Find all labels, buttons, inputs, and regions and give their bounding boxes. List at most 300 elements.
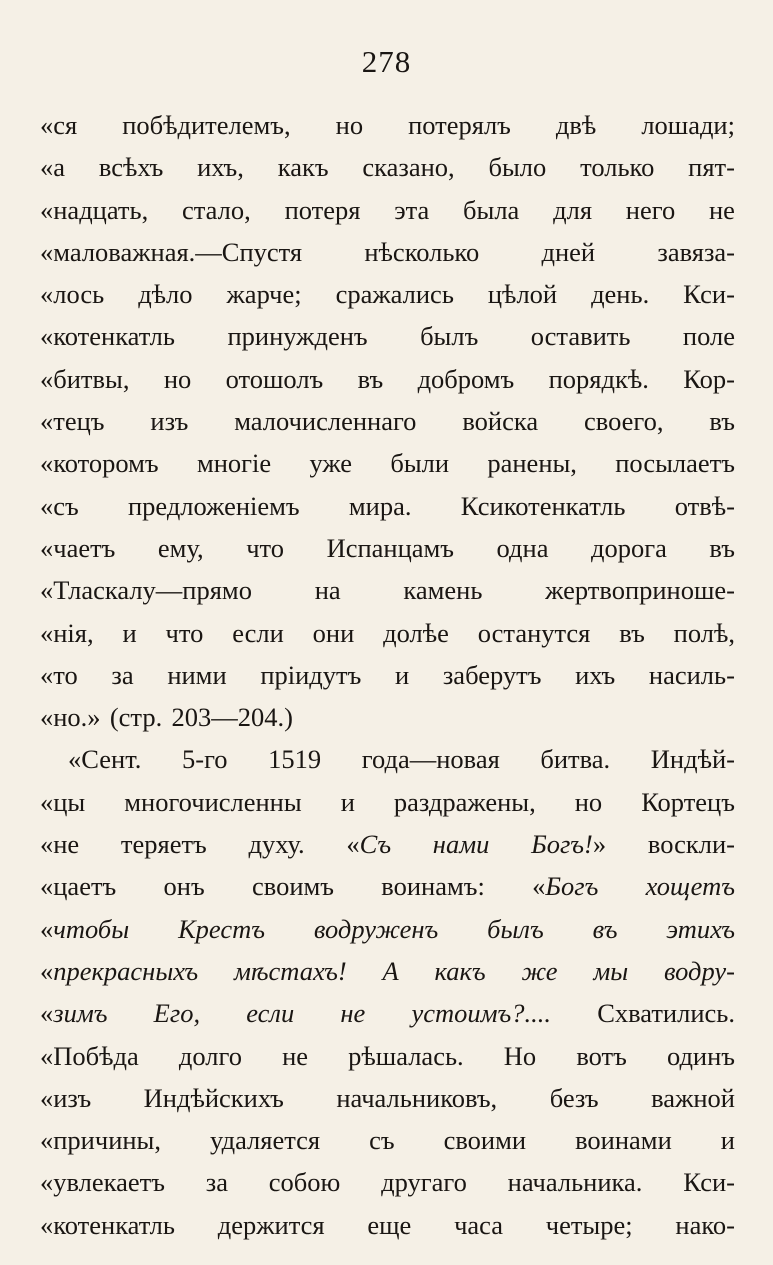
word-fragment: изъ: [150, 406, 189, 437]
word: [364, 231, 479, 273]
word: [234, 950, 347, 992]
word: [40, 527, 115, 569]
word-fragment: стало,: [182, 194, 251, 225]
word: [179, 1035, 242, 1077]
word: [336, 104, 363, 146]
word-fragment: же: [521, 955, 558, 986]
word: [40, 485, 79, 527]
word-fragment: всѣхъ: [98, 152, 164, 183]
word-fragment: А: [382, 955, 399, 986]
word: [362, 738, 500, 780]
word-fragment: «: [40, 955, 54, 986]
word-fragment: многочисленны: [124, 786, 302, 817]
word-fragment: не: [282, 1040, 309, 1071]
word-fragment: нако-: [675, 1209, 735, 1240]
word-fragment: 1519: [268, 744, 322, 775]
word-fragment: если: [246, 998, 295, 1029]
word-fragment: не: [708, 194, 735, 225]
text-line: [40, 612, 735, 654]
word: [444, 1119, 526, 1161]
word: [40, 442, 159, 484]
word-fragment: «съ: [40, 490, 79, 521]
word: [433, 823, 490, 865]
word: [40, 1077, 91, 1119]
text-line: [40, 400, 735, 442]
word: [227, 315, 367, 357]
text-line: [40, 146, 735, 188]
word-fragment: (стр.: [109, 702, 163, 733]
word-fragment: сказано,: [362, 152, 455, 183]
word-fragment: для: [553, 194, 593, 225]
word-fragment: воскли-: [647, 829, 735, 860]
text-line: [40, 189, 735, 231]
word: [394, 781, 536, 823]
text-line: [40, 865, 735, 907]
word-fragment: хощетъ: [645, 871, 735, 902]
word: [40, 908, 129, 950]
text-line: [40, 315, 735, 357]
word-fragment: какъ: [434, 955, 486, 986]
word-fragment: цѣлой: [487, 279, 558, 310]
word-fragment: «котенкатль: [40, 1209, 175, 1240]
word: [369, 1119, 394, 1161]
text-line: [40, 1035, 735, 1077]
word-fragment: былъ: [487, 913, 544, 944]
word-fragment: 5-го: [182, 744, 228, 775]
word: [521, 950, 557, 992]
word: [504, 1035, 536, 1077]
text-line: [40, 485, 735, 527]
word: [40, 231, 302, 273]
word-fragment: не: [340, 998, 366, 1029]
word-fragment: Его,: [153, 998, 201, 1029]
word-fragment: «Побѣда: [40, 1040, 139, 1071]
word: [626, 189, 675, 231]
word-fragment: уже: [309, 448, 353, 479]
word-fragment: жертвоприноше-: [545, 575, 735, 606]
word: [197, 442, 271, 484]
word: [269, 1161, 341, 1203]
word: [540, 738, 610, 780]
word: [234, 400, 416, 442]
word-fragment: мѣстахъ!: [233, 955, 347, 986]
word-fragment: зимъ: [53, 998, 108, 1029]
word: [282, 1035, 308, 1077]
word: [657, 231, 735, 273]
word: [648, 823, 735, 865]
word-fragment: «лось: [40, 279, 105, 310]
word: [546, 1204, 633, 1246]
word: [597, 992, 735, 1034]
text-line: [40, 781, 735, 823]
word: [128, 485, 300, 527]
word-fragment: «не: [40, 829, 80, 860]
word-fragment: устоимъ?....: [411, 998, 552, 1029]
word: [121, 823, 207, 865]
word: [556, 104, 596, 146]
word-fragment: Индѣй-: [650, 744, 735, 775]
word: [40, 654, 78, 696]
word-fragment: начальниковъ,: [336, 1082, 498, 1113]
word-fragment: но: [574, 786, 603, 817]
word-fragment: на: [314, 575, 341, 606]
word: [709, 400, 735, 442]
word-fragment: только: [580, 152, 655, 183]
word: [346, 823, 391, 865]
word: [619, 612, 645, 654]
word: [478, 612, 591, 654]
word: [40, 569, 252, 611]
word-fragment: дорога: [591, 532, 667, 563]
word-fragment: раздражены,: [393, 786, 536, 817]
word-fragment: «цаетъ: [40, 871, 117, 902]
word: [418, 358, 515, 400]
word: [531, 823, 606, 865]
word-fragment: вотъ: [576, 1040, 627, 1071]
word-fragment: ранены,: [487, 448, 577, 479]
word-fragment: пят-: [688, 152, 735, 183]
word: [248, 823, 304, 865]
page-number: 278: [361, 44, 412, 79]
word: [549, 358, 649, 400]
word: [197, 146, 244, 188]
word-fragment: долго: [178, 1040, 242, 1071]
word-fragment: 203—204.): [171, 702, 293, 733]
word-fragment: что: [246, 532, 285, 563]
word: [40, 823, 79, 865]
word: [40, 992, 108, 1034]
word-fragment: предложеніемъ: [127, 490, 300, 521]
word-fragment: «: [40, 913, 54, 944]
word-fragment: были: [390, 448, 450, 479]
word: [40, 1035, 139, 1077]
word: [232, 612, 284, 654]
word-fragment: лошади;: [641, 110, 735, 140]
word-fragment: поле: [682, 321, 735, 352]
word-fragment: дѣло: [138, 279, 193, 310]
word: [709, 527, 735, 569]
word-fragment: важной: [651, 1082, 735, 1113]
text-line: [40, 738, 735, 780]
text-line: [40, 569, 735, 611]
word-fragment: эта: [394, 194, 430, 225]
word-fragment: Но: [503, 1040, 537, 1071]
word: [150, 400, 188, 442]
word: [166, 612, 204, 654]
word: [285, 189, 361, 231]
word: [40, 1161, 165, 1203]
text-line: [40, 442, 735, 484]
word: [531, 315, 631, 357]
word: [395, 654, 409, 696]
word: [40, 865, 116, 907]
word: [314, 908, 438, 950]
word-fragment: «котенкатль: [40, 321, 175, 352]
word: [164, 865, 205, 907]
word-fragment: «увлекаетъ: [40, 1167, 165, 1198]
word-fragment: Испанцамъ: [326, 532, 455, 563]
word: [383, 950, 399, 992]
word-fragment: водру-: [664, 955, 735, 986]
word: [178, 908, 265, 950]
word-fragment: «изъ: [40, 1082, 92, 1113]
word-fragment: побѣдителемъ,: [122, 110, 291, 140]
word-fragment: если: [232, 617, 284, 648]
word-fragment: потеря: [284, 194, 361, 225]
text-line: [40, 1161, 735, 1203]
word-fragment: въ: [357, 363, 384, 394]
word-fragment: «нія,: [40, 617, 94, 648]
word: [309, 442, 352, 484]
word-fragment: Съ: [359, 829, 392, 860]
word-fragment: собою: [268, 1167, 341, 1198]
word: [122, 104, 290, 146]
word-fragment: рѣшалась.: [348, 1040, 464, 1071]
word-fragment: «причины,: [40, 1125, 161, 1156]
word: [227, 273, 302, 315]
word: [675, 485, 735, 527]
word: [461, 485, 626, 527]
word-fragment: своего,: [584, 406, 664, 437]
word-fragment: останутся: [477, 617, 591, 648]
word: [463, 189, 519, 231]
word-fragment: этихъ: [666, 913, 735, 944]
word-fragment: отошолъ: [225, 363, 324, 394]
word-fragment: былъ: [420, 321, 479, 352]
word-fragment: «: [532, 871, 546, 902]
word-fragment: ихъ,: [197, 152, 244, 183]
word: [408, 104, 511, 146]
text-line: [40, 273, 735, 315]
word-fragment: нами: [432, 829, 490, 860]
word: [675, 1204, 735, 1246]
text-line: [40, 696, 735, 738]
word-fragment: «которомъ: [40, 448, 159, 479]
word-fragment: было: [488, 152, 547, 183]
word: [124, 781, 301, 823]
word: [497, 527, 549, 569]
word: [591, 527, 667, 569]
text-line: [40, 908, 735, 950]
word: [683, 315, 735, 357]
word: [575, 781, 602, 823]
word: [709, 189, 735, 231]
word-fragment: ему,: [157, 532, 204, 563]
word: [651, 1077, 735, 1119]
word-fragment: «чаетъ: [40, 532, 116, 563]
word: [358, 358, 384, 400]
word: [40, 950, 198, 992]
text-line: [40, 527, 735, 569]
word-fragment: они: [312, 617, 355, 648]
word: [532, 865, 598, 907]
word-fragment: заберутъ: [442, 659, 542, 690]
word-fragment: малочисленнаго: [234, 406, 417, 437]
word-fragment: «: [40, 998, 54, 1029]
text-line: [40, 104, 735, 146]
word-fragment: Крестъ: [178, 913, 265, 944]
word-fragment: «цы: [40, 786, 86, 817]
word-fragment: «: [346, 829, 360, 860]
word-fragment: Схватились.: [597, 998, 735, 1029]
word: [383, 612, 449, 654]
word-fragment: за: [205, 1167, 228, 1198]
word-fragment: была: [463, 194, 520, 225]
word-fragment: ихъ: [575, 659, 616, 690]
word: [122, 612, 136, 654]
word-fragment: четыре;: [545, 1209, 633, 1240]
word: [721, 1119, 735, 1161]
word: [171, 696, 292, 738]
word: [206, 1161, 228, 1203]
text-line: [40, 654, 735, 696]
word: [666, 908, 735, 950]
word: [381, 865, 485, 907]
word-fragment: «а: [40, 152, 66, 183]
word: [641, 104, 735, 146]
word-fragment: завяза-: [657, 236, 735, 267]
word: [575, 654, 615, 696]
word: [158, 527, 204, 569]
word: [667, 1035, 735, 1077]
word-fragment: Богъ!: [531, 829, 593, 860]
word: [154, 992, 200, 1034]
word-fragment: одинъ: [666, 1040, 735, 1071]
word: [167, 654, 226, 696]
word: [683, 273, 735, 315]
word: [144, 1077, 284, 1119]
word-fragment: начальника.: [507, 1167, 643, 1198]
word-fragment: въ: [592, 913, 618, 944]
word-fragment: «маловажная.—Спустя: [40, 236, 303, 267]
word-fragment: «Тласкалу—прямо: [40, 575, 252, 606]
word-fragment: пріидутъ: [260, 659, 362, 690]
word-fragment: другаго: [381, 1167, 467, 1198]
word-fragment: сражались: [335, 279, 454, 310]
word: [443, 654, 542, 696]
text-line: [40, 231, 735, 273]
word-fragment: «то: [40, 659, 78, 690]
word-fragment: »: [592, 829, 607, 860]
word: [40, 189, 148, 231]
word-fragment: онъ: [163, 871, 205, 902]
word-fragment: воинами: [575, 1125, 672, 1156]
word: [411, 992, 551, 1034]
text-line: [40, 1119, 735, 1161]
word-fragment: Богъ: [545, 871, 599, 902]
word-fragment: и: [340, 786, 355, 817]
word-fragment: «Сент.: [68, 744, 142, 775]
word-fragment: но: [335, 110, 364, 140]
word-fragment: многіе: [196, 448, 272, 479]
word: [182, 738, 228, 780]
word: [688, 146, 735, 188]
word: [40, 612, 94, 654]
word-fragment: войска: [462, 406, 539, 437]
word-fragment: посылаетъ: [615, 448, 735, 479]
word: [40, 781, 85, 823]
word: [210, 1119, 320, 1161]
word: [390, 442, 449, 484]
word: [340, 992, 365, 1034]
word: [164, 358, 191, 400]
word: [40, 273, 104, 315]
word: [649, 654, 735, 696]
word: [454, 1204, 503, 1246]
word: [110, 696, 162, 738]
word-fragment: «тецъ: [40, 406, 105, 437]
text-line: [40, 1077, 735, 1119]
word-fragment: теряетъ: [120, 829, 207, 860]
word: [435, 950, 486, 992]
word-fragment: что: [165, 617, 204, 648]
word-fragment: Кортецъ: [641, 786, 735, 817]
word-fragment: своимъ: [251, 871, 334, 902]
text-line: [40, 823, 735, 865]
word: [545, 569, 735, 611]
word: [641, 781, 735, 823]
word-fragment: порядкѣ.: [548, 363, 649, 394]
word: [336, 273, 454, 315]
word-fragment: духу.: [248, 829, 305, 860]
word: [268, 738, 321, 780]
word-fragment: удаляется: [210, 1125, 321, 1156]
word-fragment: еще: [367, 1209, 412, 1240]
word-fragment: «битвы,: [40, 363, 130, 394]
word: [348, 1035, 464, 1077]
word: [40, 358, 129, 400]
text-line: [40, 992, 735, 1034]
word: [462, 400, 538, 442]
word: [674, 612, 735, 654]
word-fragment: полѣ,: [673, 617, 735, 648]
word: [182, 189, 251, 231]
word: [68, 738, 141, 780]
word: [615, 442, 735, 484]
word-fragment: «но.»: [40, 702, 101, 733]
word-fragment: своими: [443, 1125, 527, 1156]
word-fragment: въ: [619, 617, 645, 648]
word: [362, 146, 454, 188]
text-line: [40, 950, 735, 992]
word-fragment: воинамъ:: [381, 871, 485, 902]
word-fragment: ними: [167, 659, 227, 690]
word-fragment: потерялъ: [408, 110, 511, 140]
word: [349, 485, 412, 527]
word: [664, 950, 735, 992]
word-fragment: оставить: [530, 321, 631, 352]
word: [541, 231, 595, 273]
word: [381, 1161, 467, 1203]
word-fragment: чтобы: [53, 913, 130, 944]
word-fragment: жарче;: [226, 279, 302, 310]
word: [487, 442, 577, 484]
word: [584, 400, 664, 442]
word: [40, 315, 175, 357]
word: [218, 1204, 325, 1246]
word: [341, 781, 355, 823]
word-fragment: съ: [369, 1125, 395, 1156]
word-fragment: и: [122, 617, 137, 648]
word-fragment: битва.: [540, 744, 611, 775]
word: [40, 400, 104, 442]
word-fragment: и: [394, 659, 410, 690]
word: [327, 527, 454, 569]
word-fragment: Индѣйскихъ: [143, 1082, 284, 1113]
word-fragment: Кси-: [683, 279, 735, 310]
word-fragment: въ: [709, 532, 735, 563]
word-fragment: мы: [593, 955, 629, 986]
